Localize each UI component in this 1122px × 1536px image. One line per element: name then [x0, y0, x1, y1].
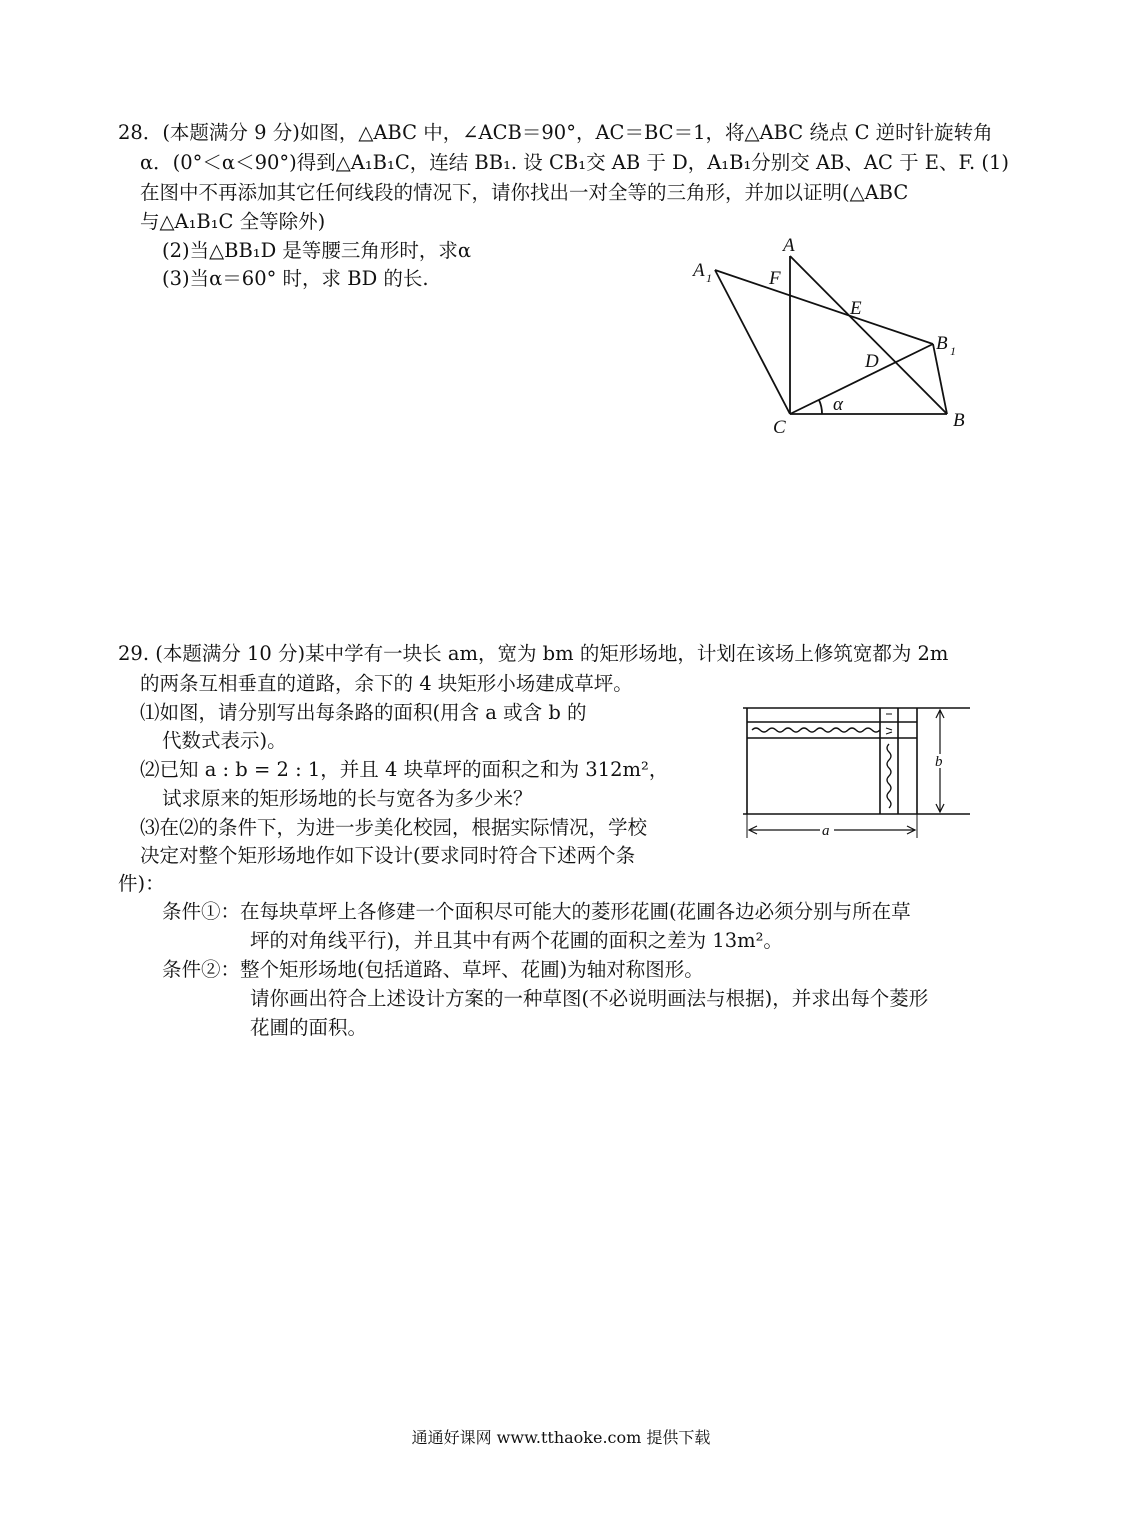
q28-line-5: (2)当△BB₁D 是等腰三角形时，求α	[162, 239, 472, 262]
label-A1-subscript: 1	[706, 271, 712, 285]
q29-line-5: ⑵已知 a : b = 2 : 1，并且 4 块草坪的面积之和为 312m²，	[140, 758, 669, 781]
segment-AB	[790, 256, 947, 414]
q29-line-11: 坪的对角线平行)，并且其中有两个花圃的面积之差为 13m²。	[250, 929, 783, 952]
label-a: a	[822, 823, 830, 839]
label-A: A	[783, 235, 795, 256]
label-F: F	[769, 268, 781, 289]
q28-line-2: α．(0°＜α＜90°)得到△A₁B₁C，连结 BB₁. 设 CB₁交 AB 于 D，A₁B₁分别交 AB、AC 于 E、F. (1)	[140, 151, 1010, 174]
label-B1-subscript: 1	[950, 344, 956, 358]
vertical-road-hatch	[887, 744, 891, 808]
road-crossing-hatch	[886, 714, 892, 734]
label-E: E	[850, 298, 862, 319]
rectangle-roads-figure	[740, 700, 975, 850]
q29-line-13: 请你画出符合上述设计方案的一种草图(不必说明画法与根据)，并求出每个菱形	[250, 987, 929, 1010]
q29-line-14: 花圃的面积。	[250, 1016, 368, 1039]
segment-BB1	[933, 344, 947, 414]
q28-line-4: 与△A₁B₁C 全等除外)	[140, 210, 326, 233]
q28-line-6: (3)当α＝60° 时，求 BD 的长.	[162, 267, 429, 290]
triangle-rotation-figure	[685, 232, 985, 452]
label-b: b	[935, 754, 943, 770]
q29-line-7: ⑶在⑵的条件下，为进一步美化校园，根据实际情况，学校	[140, 816, 648, 839]
label-B1: B	[936, 333, 948, 354]
q29-line-2: 的两条互相垂直的道路，余下的 4 块矩形小场建成草坪。	[140, 672, 633, 695]
q29-line-3: ⑴如图，请分别写出每条路的面积(用含 a 或含 b 的	[140, 701, 587, 724]
horizontal-road-hatch	[752, 728, 880, 732]
label-alpha: α	[833, 394, 843, 415]
q28-line-3: 在图中不再添加其它任何线段的情况下，请你找出一对全等的三角形，并加以证明(△ABC	[140, 181, 909, 204]
label-C: C	[773, 417, 786, 438]
q29-line-9: 件)：	[118, 872, 165, 895]
angle-alpha-arc	[819, 400, 822, 414]
q29-line-6: 试求原来的矩形场地的长与宽各为多少米？	[162, 787, 533, 810]
page-footer: 通通好课网 www.tthaoke.com 提供下载	[411, 1428, 711, 1447]
label-B: B	[953, 410, 965, 431]
q29-line-10: 条件①：在每块草坪上各修建一个面积尽可能大的菱形花圃(花圃各边必须分别与所在草	[162, 900, 911, 923]
q29-line-8: 决定对整个矩形场地作如下设计(要求同时符合下述两个条	[140, 844, 636, 867]
q29-line-1: 29. (本题满分 10 分)某中学有一块长 am，宽为 bm 的矩形场地，计划在该场上修筑宽都为 2m	[118, 642, 949, 665]
q28-line-1: 28．(本题满分 9 分)如图，△ABC 中，∠ACB＝90°，AC＝BC＝1，将△ABC 绕点 C 逆时针旋转角	[118, 121, 993, 144]
q29-line-4: 代数式表示)。	[162, 729, 287, 752]
label-D: D	[865, 351, 879, 372]
label-A1: A	[693, 260, 705, 281]
q29-line-12: 条件②：整个矩形场地(包括道路、草坪、花圃)为轴对称图形。	[162, 958, 704, 981]
